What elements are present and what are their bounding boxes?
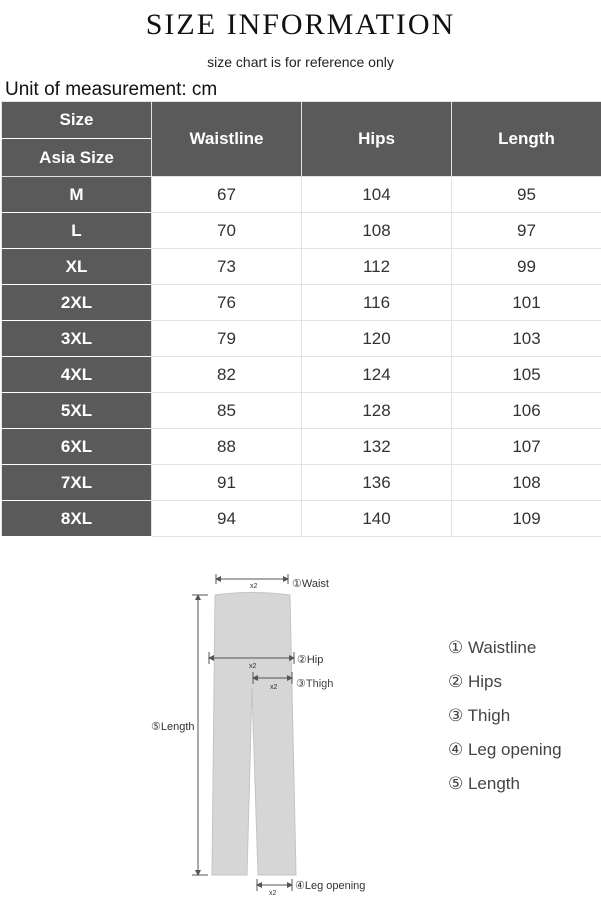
- size-cell: 8XL: [2, 501, 152, 537]
- diagram-legend: [448, 636, 562, 806]
- pants-shape: [212, 593, 296, 876]
- header-waistline: Waistline: [152, 102, 302, 177]
- table-row: [2, 213, 601, 249]
- waistline-cell: 82: [152, 357, 302, 393]
- thigh-label: ③Thigh: [296, 678, 334, 690]
- hips-cell: 120: [302, 321, 452, 357]
- length-label: ⑤Length: [151, 721, 195, 733]
- table-row: [2, 429, 601, 465]
- table-row: [2, 393, 601, 429]
- legend-thigh: ③ Thigh: [448, 706, 511, 725]
- waistline-cell: 67: [152, 177, 302, 213]
- page-title: SIZE INFORMATION: [145, 8, 456, 41]
- hips-cell: 116: [302, 285, 452, 321]
- leg-opening-label: ④Leg opening: [295, 880, 366, 892]
- length-cell: 107: [452, 429, 601, 465]
- length-cell: 103: [452, 321, 601, 357]
- length-cell: 99: [452, 249, 601, 285]
- size-cell: XL: [2, 249, 152, 285]
- table-row: [2, 465, 601, 501]
- hips-cell: 128: [302, 393, 452, 429]
- hips-cell: 104: [302, 177, 452, 213]
- unit-label: Unit of measurement: cm: [5, 79, 218, 100]
- hip-x2-label: x2: [249, 663, 257, 670]
- waistline-cell: 73: [152, 249, 302, 285]
- table-row: [2, 249, 601, 285]
- waistline-cell: 76: [152, 285, 302, 321]
- legend-waistline: ① Waistline: [448, 638, 537, 657]
- size-cell: 3XL: [2, 321, 152, 357]
- leg-opening-x2-label: x2: [269, 890, 277, 897]
- length-cell: 108: [452, 465, 601, 501]
- length-cell: 101: [452, 285, 601, 321]
- thigh-x2-label: x2: [270, 684, 278, 691]
- hips-cell: 140: [302, 501, 452, 537]
- waistline-cell: 85: [152, 393, 302, 429]
- legend-length: ⑤ Length: [448, 774, 520, 793]
- size-cell: 4XL: [2, 357, 152, 393]
- waist-label: ①Waist: [292, 578, 329, 590]
- legend-leg-opening: ④ Leg opening: [448, 740, 562, 759]
- waistline-cell: 70: [152, 213, 302, 249]
- legend-hips: ② Hips: [448, 672, 502, 691]
- page-subtitle: size chart is for reference only: [207, 54, 394, 70]
- size-cell: M: [2, 177, 152, 213]
- table-row: [2, 177, 601, 213]
- size-cell: 6XL: [2, 429, 152, 465]
- header-hips: Hips: [302, 102, 452, 177]
- size-cell: L: [2, 213, 152, 249]
- header-size: Size: [2, 102, 152, 139]
- hips-cell: 112: [302, 249, 452, 285]
- table-row: [2, 285, 601, 321]
- hips-cell: 136: [302, 465, 452, 501]
- waistline-cell: 88: [152, 429, 302, 465]
- hips-cell: 108: [302, 213, 452, 249]
- table-row: [2, 501, 601, 537]
- length-cell: 106: [452, 393, 601, 429]
- size-cell: 5XL: [2, 393, 152, 429]
- waist-x2-label: x2: [250, 583, 258, 590]
- length-cell: 95: [452, 177, 601, 213]
- waistline-cell: 91: [152, 465, 302, 501]
- header-length: Length: [452, 102, 601, 177]
- hip-label: ②Hip: [297, 654, 324, 666]
- table-row: [2, 321, 601, 357]
- size-cell: 2XL: [2, 285, 152, 321]
- waistline-cell: 79: [152, 321, 302, 357]
- size-table: [1, 101, 601, 537]
- length-cell: 109: [452, 501, 601, 537]
- waistline-cell: 94: [152, 501, 302, 537]
- length-cell: 97: [452, 213, 601, 249]
- header-asia-size: Asia Size: [2, 139, 152, 177]
- size-cell: 7XL: [2, 465, 152, 501]
- hips-cell: 124: [302, 357, 452, 393]
- table-row: [2, 357, 601, 393]
- hips-cell: 132: [302, 429, 452, 465]
- length-cell: 105: [452, 357, 601, 393]
